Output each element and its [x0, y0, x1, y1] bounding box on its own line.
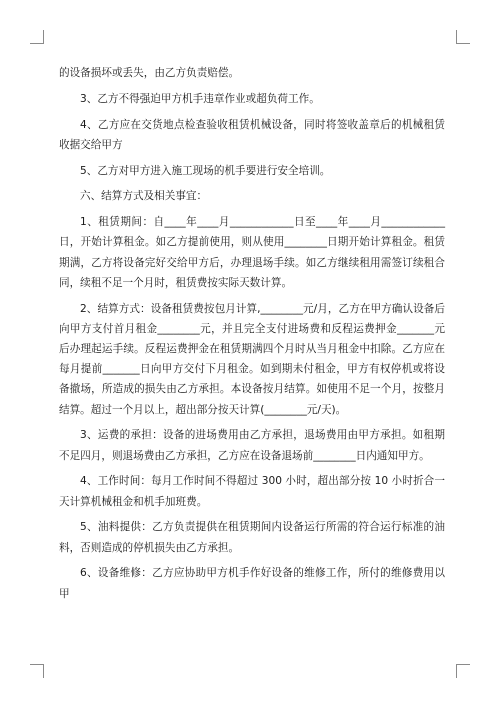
crop-mark-top-left: [30, 30, 44, 44]
paragraph-working-hours: 4、工作时间：每月工作时间不得超过 300 小时，超出部分按 10 小时折合一天计算机械租金和机手加班费。: [59, 475, 445, 508]
paragraph-item-4: 4、乙方应在交货地点检查验收租赁机械设备，同时将签收盖章后的机械租赁收据交给甲方: [59, 118, 445, 151]
section-heading-settlement: 六、结算方式及相关事宜：: [80, 190, 208, 203]
crop-mark-bottom-right: [456, 664, 470, 678]
paragraph-fuel-supply: 5、油料提供：乙方负责提供在租赁期间内设备运行所需的符合运行标准的油料，否则造成的停机损失由乙方承担。: [59, 521, 445, 554]
crop-mark-top-right: [456, 30, 470, 44]
paragraph-continuation: 的设备损坏或丢失，由乙方负责赔偿。: [59, 67, 240, 79]
crop-mark-bottom-left: [30, 664, 44, 678]
paragraph-item-5: 5、乙方对甲方进入施工现场的机手要进行安全培训。: [80, 164, 331, 177]
paragraph-freight: 3、运费的承担：设备的进场费用由乙方承担，退场费用由甲方承担。如租期不足四月，则退场费由乙方承担，乙方应在设备退场前________日内通知甲方。: [59, 429, 445, 462]
paragraph-settlement-method: 2、结算方式：设备租赁费按包月计算,________元/月，乙方在甲方确认设备后向甲方支付首月租金________元，并且完全支付进场费和反程运费押金_______元后办理起运手续。反程运费押金在租赁期满四个月时从当月租金中扣除。乙方应在每月提前_______日向甲方交付下月租金。如到期未付租金，甲方有权停机或将设备撤场，所造成的损失由乙方承担。本设备按月结算。如使用不足一个月，按整月结算。超过一个月以上，超出部分按天计算(________元/天)。: [59, 302, 445, 416]
document-body: [59, 63, 445, 609]
paragraph-item-3: 3、乙方不得强迫甲方机手违章作业或超负荷工作。: [80, 92, 320, 105]
paragraph-maintenance: 6、设备维修：乙方应协助甲方机手作好设备的维修工作，所付的维修费用以甲: [59, 567, 445, 600]
paragraph-lease-period: 1、租赁期间：自____年____月____________日至____年____月____________日，开始计算租金。如乙方提前使用，则从使用________日期开始计算租金。租赁期满，乙方将设备完好交给甲方后，办理退场手续。如乙方继续租用需签订续租合同，续租不足一个月时，租赁费按实际天数计算。: [59, 216, 445, 289]
